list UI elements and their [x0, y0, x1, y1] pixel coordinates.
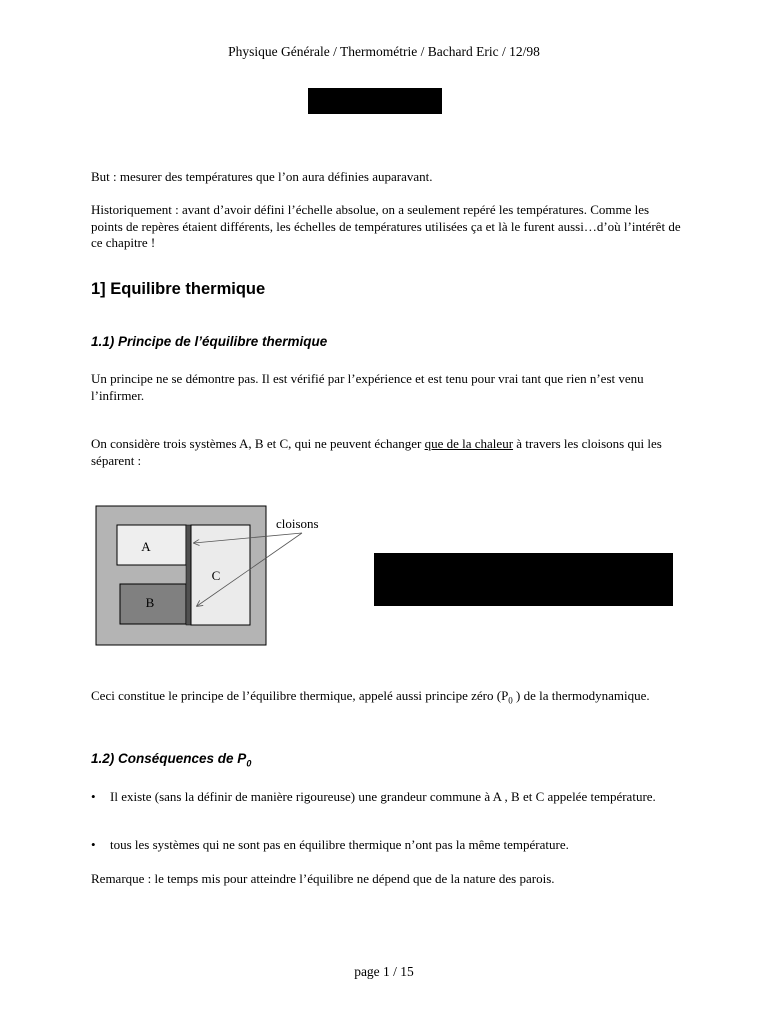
- subsection-1-2-heading: [91, 751, 251, 772]
- label-cloisons: cloisons: [276, 516, 319, 531]
- redacted-title-block: [308, 88, 442, 114]
- systems-text-end: à travers les cloisons qui les séparent :: [91, 436, 662, 468]
- label-c: C: [211, 568, 221, 583]
- systems-text-start: On considère trois systèmes A, B et C, qui ne peuvent échanger: [91, 436, 425, 451]
- bullet-text: tous les systèmes qui ne sont pas en équilibre thermique n’ont pas la même température.: [110, 837, 569, 852]
- systems-paragraph: [91, 436, 681, 469]
- principle-paragraph: Un principe ne se démontre pas. Il est vérifié par l’expérience et est tenu pour vrai tant que rien n’est venu l’infirmer.: [91, 371, 644, 403]
- page-header: Physique Générale / Thermométrie / Bachard Eric / 12/98: [228, 44, 540, 59]
- bullet-text: Il existe (sans la définir de manière rigoureuse) une grandeur commune à A , B et C appelée température.: [110, 789, 656, 804]
- principle-zero-paragraph: [91, 688, 681, 709]
- principle-zero-text-end: ) de la thermodynamique.: [512, 688, 650, 703]
- remark-paragraph: Remarque : le temps mis pour atteindre l’équilibre ne dépend que de la nature des parois.: [91, 871, 555, 886]
- label-b: B: [145, 595, 155, 610]
- principle-zero-subscript: 0: [508, 695, 513, 706]
- bullet-icon: •: [91, 789, 96, 804]
- section-1-heading: 1] Equilibre thermique: [91, 280, 266, 298]
- systems-diagram: [90, 500, 350, 650]
- principle-zero-text-start: Ceci constitue le principe de l’équilibre thermique, appelé aussi principe zéro (P: [91, 688, 509, 703]
- page-footer: page 1 / 15: [354, 964, 414, 979]
- goal-paragraph: But : mesurer des températures que l’on aura définies auparavant.: [91, 169, 433, 184]
- subsection-1-2-title: 1.2) Conséquences de P: [91, 751, 247, 766]
- partition-wall: [186, 525, 191, 625]
- bullet-icon: •: [91, 837, 96, 852]
- subsection-1-1-heading: 1.1) Principe de l’équilibre thermique: [91, 334, 328, 349]
- label-a: A: [141, 539, 151, 554]
- history-paragraph: Historiquement : avant d’avoir défini l’échelle absolue, on a seulement repéré les températures. Comme les points de repères étaient différents, les échelles de températures utilisées ça et là le furent aussi…d’où l’intérêt de ce chapitre !: [91, 202, 681, 250]
- redacted-block: [374, 553, 673, 606]
- system-a-box: [117, 525, 186, 565]
- underlined-heat-text: que de la chaleur: [424, 436, 514, 451]
- subsection-1-2-subscript: 0: [246, 758, 252, 769]
